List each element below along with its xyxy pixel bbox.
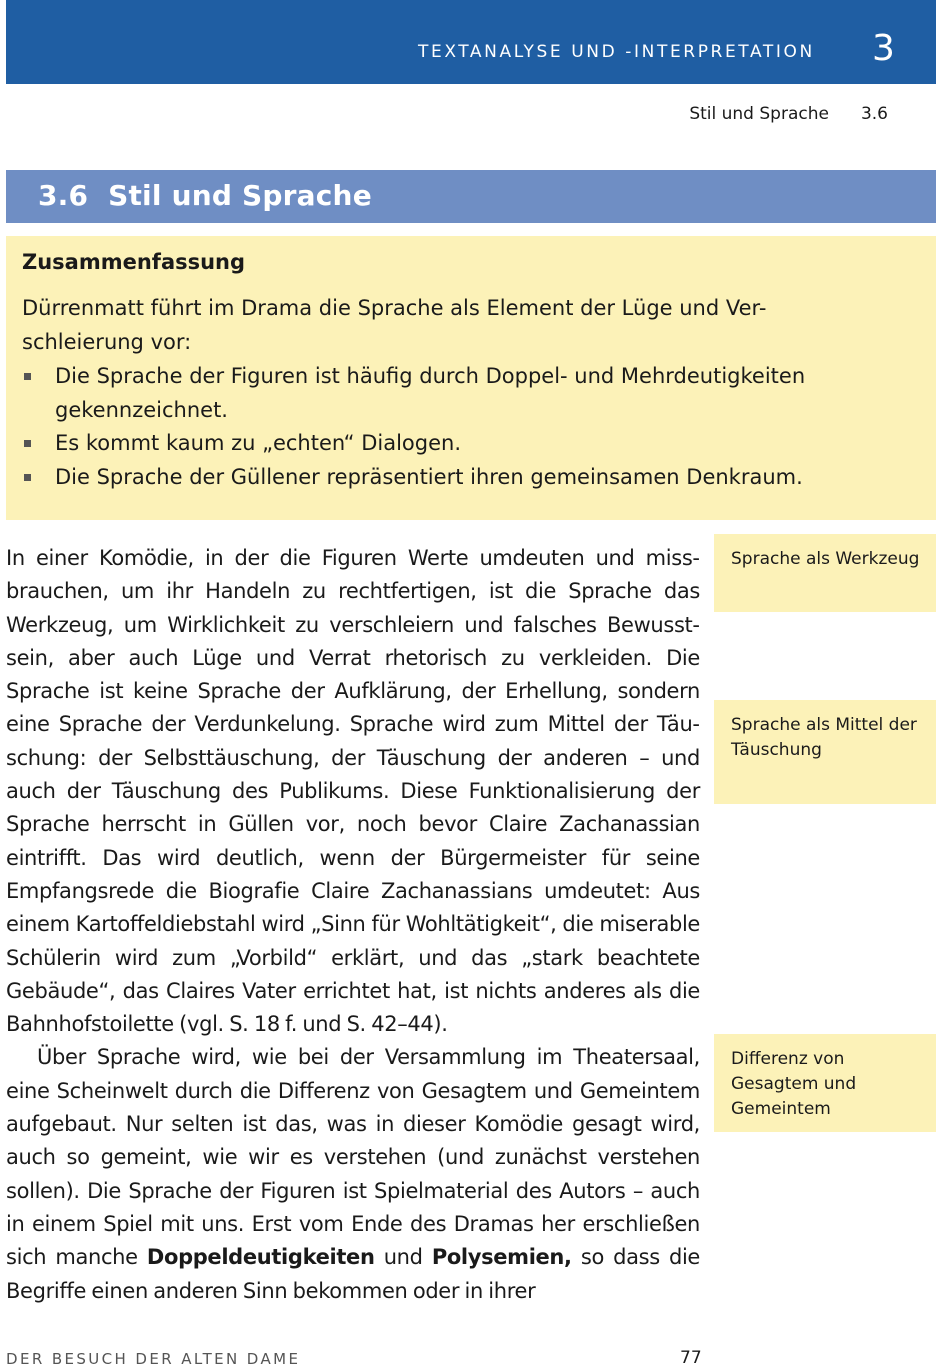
body-text-span: und	[374, 1245, 432, 1270]
page-number: 77	[680, 1348, 702, 1368]
body-text-span: Über Sprache wird, wie bei der Versammlung im Theatersaal, eine Scheinwelt durch die Differenz von Gesagtem und Gemeintem aufgebaut. Nur selten ist das, was in dieser Komödie gesagt wird, auch so gemeint, wie wir es verstehen (und zunächst verstehen sollen). Die Sprache der Figuren ist Spielmaterial des Autors – auch in einem Spiel mit uns. Erst vom Ende des Dramas her erschließen sich manche	[6, 1045, 700, 1270]
footer-book-title: DER BESUCH DER ALTEN DAME	[6, 1350, 301, 1368]
summary-bullet-list	[22, 360, 912, 494]
section-title: 3.6 Stil und Sprache	[38, 179, 372, 212]
body-text-span: so dass die Begriffe einen anderen Sinn bekommen oder in ihrer	[6, 1245, 701, 1303]
body-paragraph	[6, 1041, 700, 1307]
summary-bullet-item	[22, 461, 912, 495]
bullet-square-icon	[24, 373, 31, 380]
bullet-square-icon	[24, 474, 31, 481]
section-title-bar	[6, 170, 936, 223]
chapter-number: 3	[872, 28, 895, 69]
running-subheader	[689, 104, 888, 124]
margin-note: Differenz von Gesagtem und Gemeintem	[714, 1034, 936, 1132]
summary-intro	[22, 292, 902, 359]
summary-bullet-item	[22, 360, 912, 427]
subsection-number: 3.6	[860, 104, 888, 124]
summary-intro-line: schleierung vor:	[22, 329, 192, 354]
summary-heading: Zusammenfassung	[22, 250, 246, 274]
chapter-header-bar	[6, 0, 936, 84]
emphasis-term: Polysemien,	[431, 1245, 572, 1270]
margin-note: Sprache als Mittel der Täuschung	[714, 700, 936, 804]
body-paragraph: In einer Komödie, in der die Figuren Werte umdeuten und missbrauchen, um ihr Handeln zu rechtfertigen, ist die Sprache das Werkzeug, um Wirklichkeit zu verschleiern und falsches Bewusstsein, aber auch Lüge und Verrat rhetorisch zu verkleiden. Die Sprache ist keine Sprache der Aufklärung, der Erhellung, sondern eine Sprache der Verdunkelung. Sprache wird zum Mittel der Täuschung: der Selbsttäuschung, der Täuschung der anderen – und auch der Täuschung des Publikums. Diese Funktionalisierung der Sprache herrscht in Güllen vor, noch bevor Claire Zachanassian eintrifft. Das wird deutlich, wenn der Bürgermeister für seine Empfangsrede die Biografie Claire Zachanassians umdeutet: Aus einem Kartoffeldiebstahl wird „Sinn für Wohltätigkeit“, die miserable Schülerin wird zum „Vorbild“ erklärt, und das „stark beachtete Gebäude“, das Claires Vater errichtet hat, ist nichts anderes als die Bahnhofstoilette (vgl. S. 18 f. und S. 42–44).	[6, 546, 700, 1037]
emphasis-term: Doppeldeutigkeiten	[146, 1245, 375, 1270]
margin-note: Sprache als Werkzeug	[714, 534, 936, 612]
chapter-section-label: TEXTANALYSE UND -INTERPRETATION	[418, 42, 815, 62]
summary-bullet-text: Es kommt kaum zu „echten“ Dialogen.	[55, 431, 462, 455]
summary-box	[6, 236, 936, 520]
summary-intro-line: Dürrenmatt führt im Drama die Sprache als Element der Lüge und Ver-	[22, 296, 767, 320]
bullet-square-icon	[24, 440, 31, 447]
summary-bullet-text: Die Sprache der Güllener repräsentiert ihren gemeinsamen Denkraum.	[55, 464, 803, 489]
summary-bullet-text: Die Sprache der Figuren ist häufig durch Doppel- und Mehrdeutigkeiten gekennzeichnet.	[55, 364, 806, 422]
body-text	[6, 542, 700, 1308]
summary-bullet-item	[22, 427, 912, 461]
subsection-title: Stil und Sprache	[689, 104, 829, 124]
